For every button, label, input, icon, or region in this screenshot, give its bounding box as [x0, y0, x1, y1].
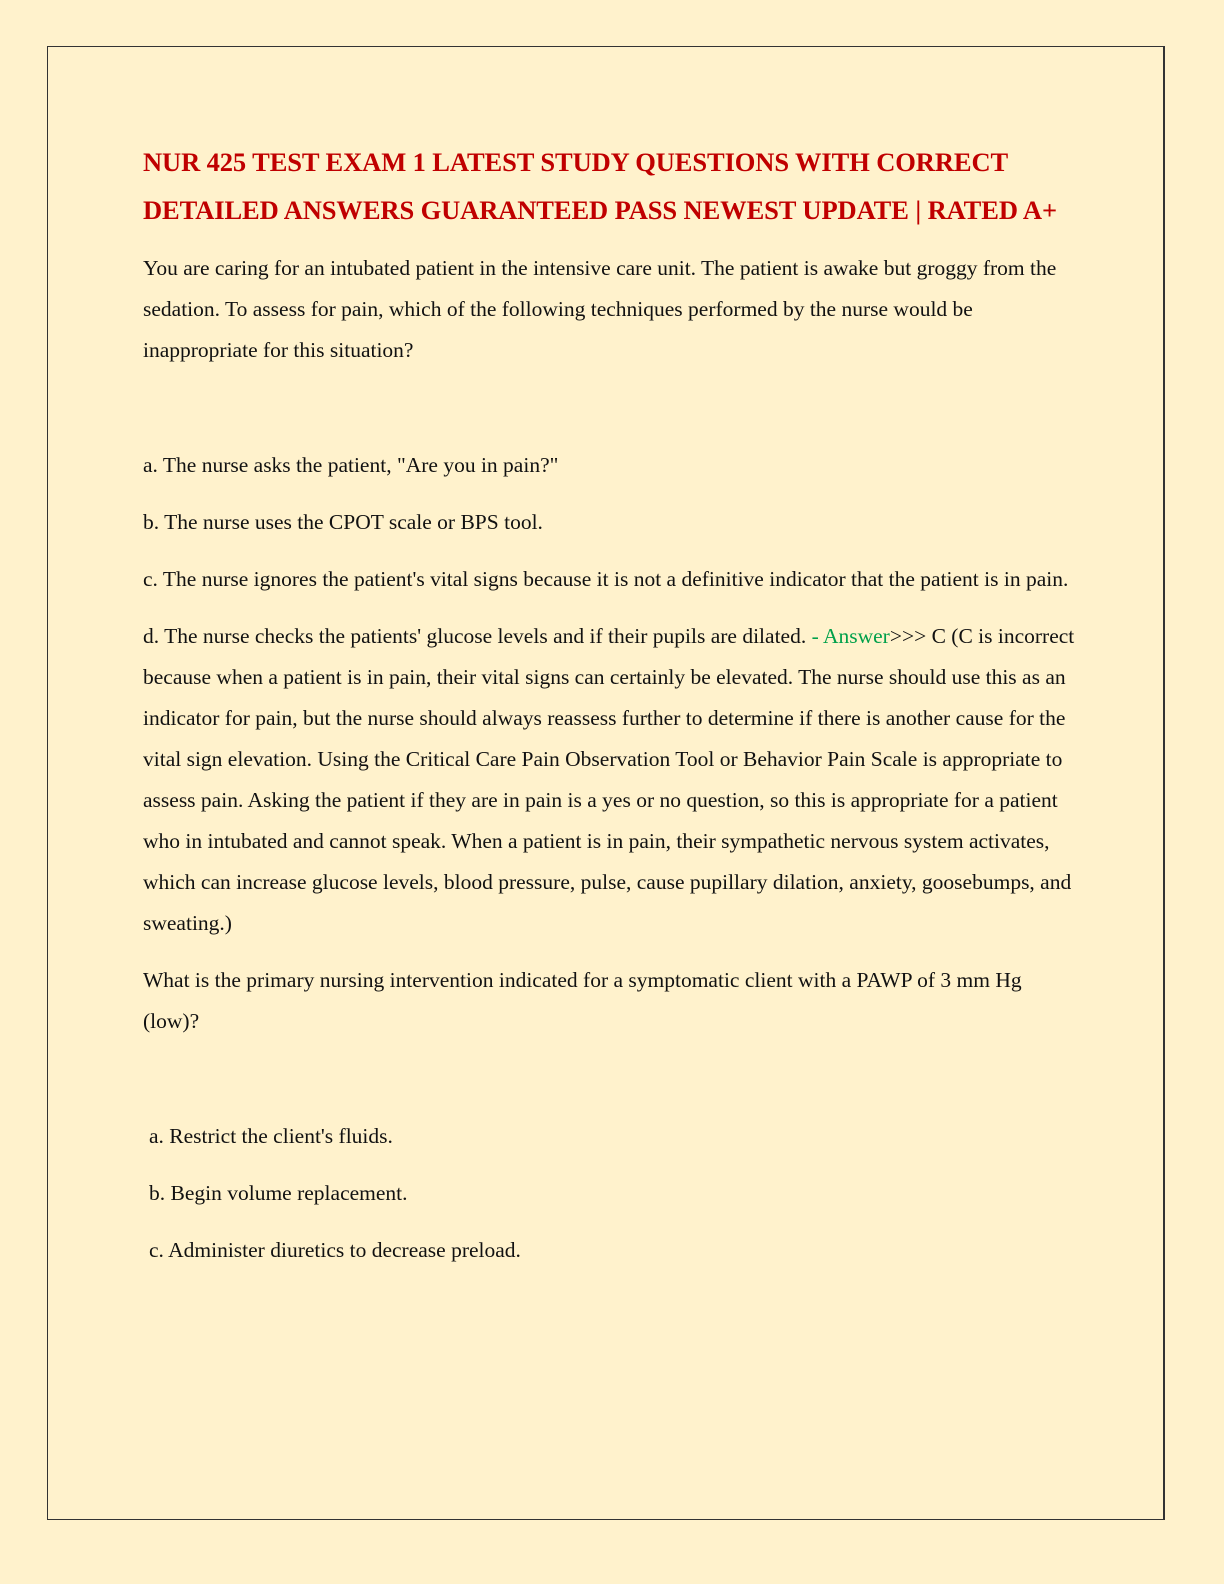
spacer [143, 371, 1083, 445]
answer-label: Answer [822, 624, 890, 648]
question-1-option-b: b. The nurse uses the CPOT scale or BPS tool. [143, 510, 543, 534]
answer-prefix: - [806, 624, 823, 648]
question-2-option-a: a. Restrict the client's fluids. [149, 1124, 393, 1148]
question-1-option-d: d. The nurse checks the patients' glucose levels and if their pupils are dilated. [143, 624, 807, 648]
question-1-option-a: a. The nurse asks the patient, "Are you in pain?" [143, 453, 559, 477]
page-border-right-edge [1164, 46, 1165, 1520]
answer-explanation: >>> C (C is incorrect because when a patient is in pain, their vital signs can certainly be elevated. The nurse should use this as an indicator for pain, but the nurse should always reassess further to determine if there is another cause for the vital sign elevation. Using the Critical Care Pain Observation Tool or Behavior Pain Scale is appropriate to assess pain. Asking the patient if they are in pain is a yes or no question, so this is appropriate for a patient who in intubated and cannot speak. When a patient is in pain, their sympathetic nervous system activates, which can increase glucose levels, blood pressure, pulse, cause pupillary dilation, anxiety, goosebumps, and sweating.) [143, 624, 1075, 935]
question-1-option-c: c. The nurse ignores the patient's vital signs because it is not a definitive indicator that the patient is in pain. [143, 567, 1069, 591]
question-1-stem: You are caring for an intubated patient in the intensive care unit. The patient is awake but groggy from the sedation. To assess for pain, which of the following techniques performed by the nurse would be inappropriate for this situation? [143, 256, 1057, 362]
document-body [143, 138, 1083, 1287]
question-1-option-d-with-answer [143, 616, 1083, 944]
document-title: NUR 425 TEST EXAM 1 LATEST STUDY QUESTIONS WITH CORRECT DETAILED ANSWERS GUARANTEED PASS NEWEST UPDATE | RATED A+ [143, 147, 1057, 225]
question-2-stem: What is the primary nursing intervention indicated for a symptomatic client with a PAWP of 3 mm Hg (low)? [143, 968, 1022, 1033]
question-2-option-c: c. Administer diuretics to decrease preload. [149, 1238, 521, 1262]
question-2-option-b: b. Begin volume replacement. [149, 1181, 408, 1205]
spacer [143, 1042, 1083, 1116]
